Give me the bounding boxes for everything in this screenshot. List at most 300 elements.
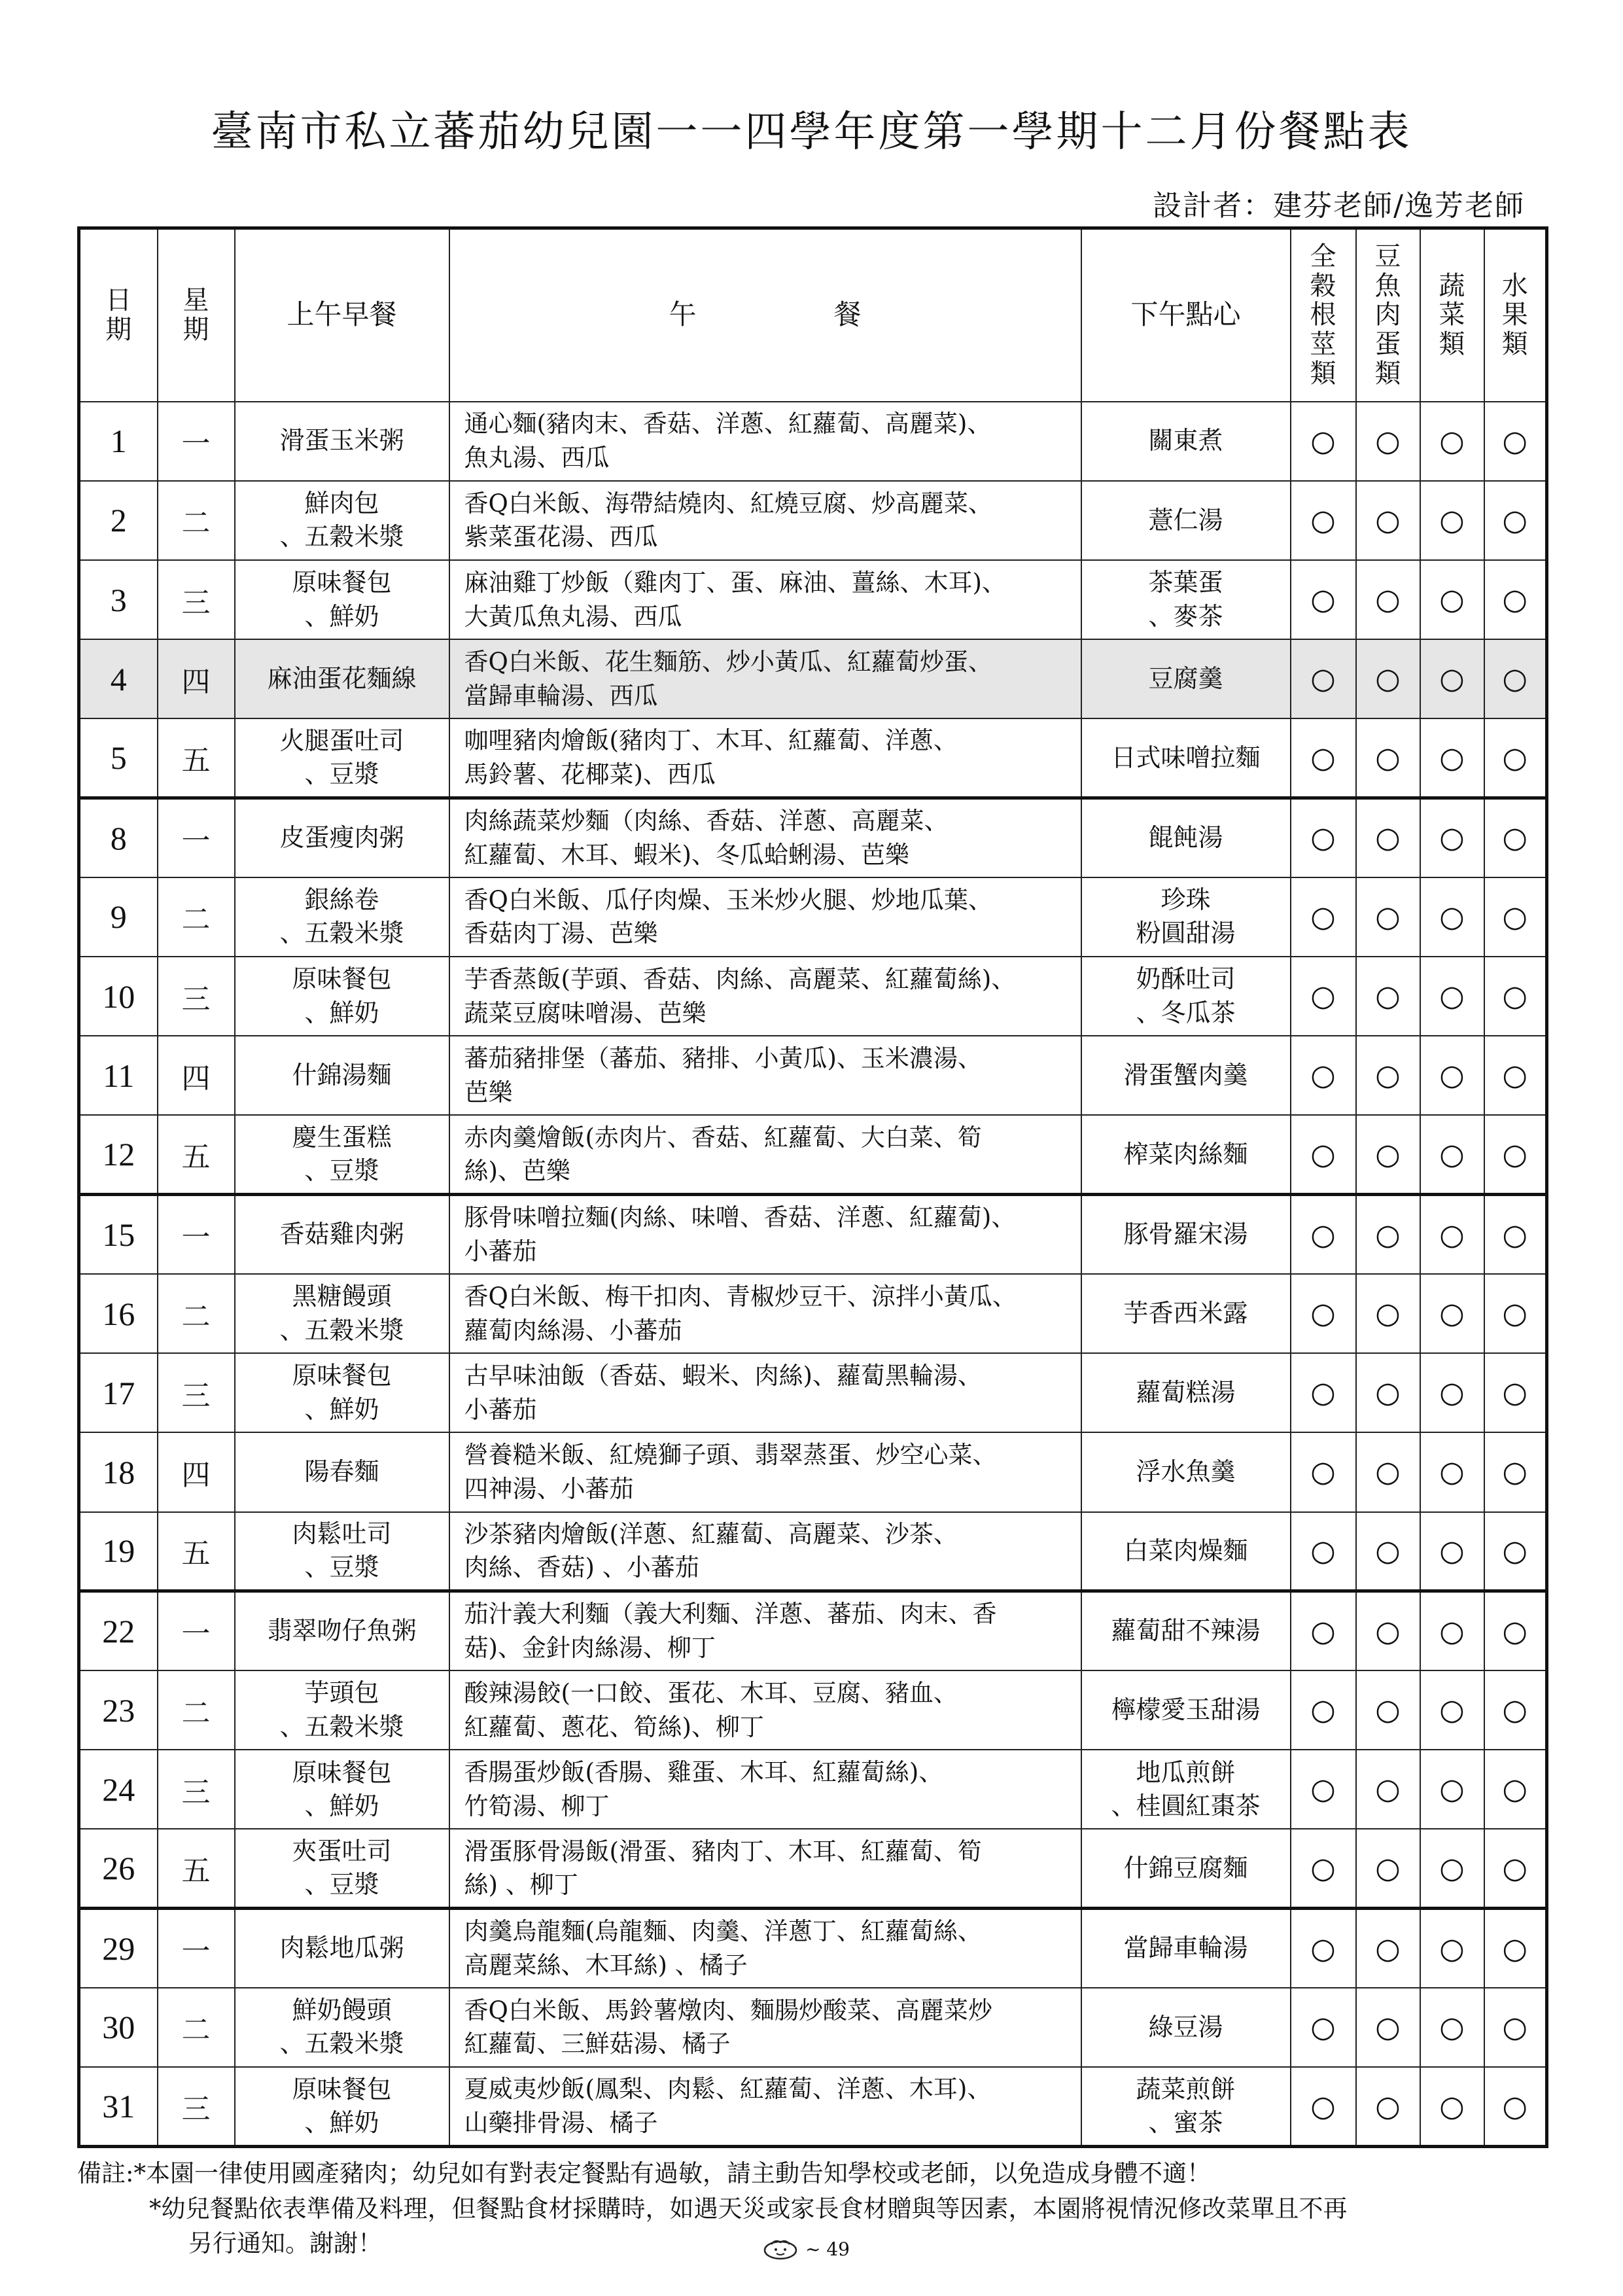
grains-checkbox[interactable]: ○ [1291,2067,1356,2146]
snack-cell-line: 蘿蔔甜不辣湯 [1111,1616,1261,1646]
fruit-checkbox[interactable]: ○ [1484,1195,1547,1274]
protein-checkbox[interactable]: ○ [1356,1670,1420,1750]
vegetables-checkbox[interactable]: ○ [1420,1829,1484,1908]
snack-cell [1081,798,1291,877]
vegetables-checkbox[interactable]: ○ [1420,957,1484,1036]
lunch-cell-line: 紫菜蛋花湯、西瓜 [464,523,658,552]
meal-row [79,877,1547,957]
vegetables-checkbox[interactable]: ○ [1420,1195,1484,1274]
fruit-checkbox[interactable]: ○ [1484,1909,1547,1988]
lunch-cell [449,1512,1081,1591]
meal-row [79,2067,1547,2146]
meal-row [79,1036,1547,1115]
date-cell: 29 [79,1909,158,1988]
grains-checkbox[interactable]: ○ [1291,798,1356,877]
snack-cell [1081,1750,1291,1829]
breakfast-cell-line: 鮮肉包 [304,489,379,518]
snack-cell-line: 粉圓甜湯 [1136,919,1236,948]
lunch-cell [449,1274,1081,1353]
snack-cell-line: 什錦豆腐麵 [1123,1853,1248,1882]
fruit-checkbox[interactable]: ○ [1484,1115,1547,1194]
breakfast-cell-line: 什錦湯麵 [292,1061,392,1090]
fruit-checkbox[interactable]: ○ [1484,718,1547,798]
grains-checkbox[interactable]: ○ [1291,957,1356,1036]
lunch-cell [449,798,1081,877]
snack-cell-line: 蔬菜煎餅 [1136,2074,1236,2104]
weekday-cell: 二 [158,1988,235,2067]
designer-credit: 設計者：建芬老師/逸芳老師 [1153,189,1525,222]
weekday-cell: 三 [158,1353,235,1432]
mascot-icon [762,2238,799,2260]
lunch-cell-line: 香腸蛋炒飯(香腸、雞蛋、木耳、紅蘿蔔絲)、 [464,1758,943,1787]
lunch-cell-line: 小蕃茄 [464,1237,537,1266]
snack-cell [1081,1036,1291,1115]
lunch-cell-line: 芭樂 [464,1078,513,1106]
lunch-cell [449,1036,1081,1115]
snack-cell-line: 、冬瓜茶 [1136,998,1236,1027]
grains-checkbox[interactable]: ○ [1291,1909,1356,1988]
breakfast-cell-line: 原味餐包 [292,964,392,994]
breakfast-cell-line: 慶生蛋糕 [292,1123,392,1152]
header-row [79,228,1547,402]
grains-checkbox[interactable]: ○ [1291,1432,1356,1511]
lunch-cell-line: 竹筍湯、柳丁 [464,1792,610,1820]
breakfast-cell [235,560,449,639]
lunch-cell-line: 咖哩豬肉燴飯(豬肉丁、木耳、紅蘿蔔、洋蔥、 [464,726,958,755]
page-footer [762,2238,850,2260]
lunch-cell-line: 蘿蔔肉絲湯、小蕃茄 [464,1316,682,1345]
meal-row [79,402,1547,481]
header-weekday: 星 期 [158,228,235,402]
vegetables-checkbox[interactable]: ○ [1420,1274,1484,1353]
lunch-cell [449,718,1081,798]
lunch-cell [449,1829,1081,1908]
snack-cell-line: 豆腐羹 [1148,664,1223,694]
snack-cell-line: 檸檬愛玉甜湯 [1111,1695,1261,1724]
lunch-cell-line: 紅蘿蔔、三鮮菇湯、橘子 [464,2030,731,2058]
grains-checkbox[interactable]: ○ [1291,718,1356,798]
breakfast-cell [235,1909,449,1988]
breakfast-cell [235,1750,449,1829]
weekday-cell: 四 [158,639,235,718]
fruit-checkbox[interactable]: ○ [1484,402,1547,481]
note-line: 備註:*本園一律使用國產豬肉；幼兒如有對表定餐點有過敏，請主動告知學校或老師，以免造成身體不適！ [77,2159,1211,2187]
vegetables-checkbox[interactable]: ○ [1420,1591,1484,1670]
snack-cell-line: 榨菜肉絲麵 [1123,1139,1248,1169]
breakfast-cell-line: 黑糖饅頭 [292,1282,392,1311]
weekday-cell: 一 [158,1591,235,1670]
vegetables-checkbox[interactable]: ○ [1420,1909,1484,1988]
fruit-checkbox[interactable]: ○ [1484,639,1547,718]
protein-checkbox[interactable]: ○ [1356,877,1420,957]
protein-checkbox[interactable]: ○ [1356,1591,1420,1670]
snack-cell [1081,639,1291,718]
lunch-cell [449,639,1081,718]
snack-cell-line: 綠豆湯 [1148,2012,1223,2041]
fruit-checkbox[interactable]: ○ [1484,1750,1547,1829]
lunch-cell-line: 豚骨味噌拉麵(肉絲、味噌、香菇、洋蔥、紅蘿蔔)、 [464,1203,1016,1232]
snack-cell-line: 日式味噌拉麵 [1111,743,1261,772]
note-line: 另行通知。謝謝！ [188,2229,382,2258]
meal-row [79,718,1547,798]
lunch-cell-line: 麻油雞丁炒飯（雞肉丁、蛋、麻油、薑絲、木耳)、 [464,568,1006,597]
fruit-checkbox[interactable]: ○ [1484,560,1547,639]
meal-row [79,1115,1547,1194]
lunch-cell [449,560,1081,639]
meal-row [79,1512,1547,1591]
date-cell: 24 [79,1750,158,1829]
grains-checkbox[interactable]: ○ [1291,1115,1356,1194]
grains-checkbox[interactable]: ○ [1291,1988,1356,2067]
snack-cell-line: 、桂圓紅棗茶 [1111,1791,1261,1820]
protein-checkbox[interactable]: ○ [1356,481,1420,560]
date-cell: 19 [79,1512,158,1591]
breakfast-cell-line: 原味餐包 [292,568,392,597]
grains-checkbox[interactable]: ○ [1291,481,1356,560]
meal-row [79,957,1547,1036]
weekday-cell: 五 [158,1829,235,1908]
protein-checkbox[interactable]: ○ [1356,798,1420,877]
grains-checkbox[interactable]: ○ [1291,560,1356,639]
snack-cell [1081,2067,1291,2146]
header-lunch: 午 餐 [449,228,1081,402]
breakfast-cell [235,798,449,877]
breakfast-cell-line: 、鮮奶 [304,601,379,631]
breakfast-cell-line: 、五穀米漿 [279,1315,404,1345]
protein-checkbox[interactable]: ○ [1356,560,1420,639]
snack-cell [1081,560,1291,639]
vegetables-checkbox[interactable]: ○ [1420,639,1484,718]
lunch-cell [449,1909,1081,1988]
breakfast-cell [235,481,449,560]
grains-checkbox[interactable]: ○ [1291,1195,1356,1274]
vegetables-checkbox[interactable]: ○ [1420,1432,1484,1511]
date-cell: 12 [79,1115,158,1194]
fruit-checkbox[interactable]: ○ [1484,1036,1547,1115]
fruit-checkbox[interactable]: ○ [1484,481,1547,560]
vegetables-checkbox[interactable]: ○ [1420,1512,1484,1591]
snack-cell-line: 茶葉蛋 [1148,568,1223,597]
fruit-checkbox[interactable]: ○ [1484,798,1547,877]
fruit-checkbox[interactable]: ○ [1484,1274,1547,1353]
breakfast-cell-line: 銀絲卷 [304,885,379,915]
weekday-cell: 二 [158,1274,235,1353]
protein-checkbox[interactable]: ○ [1356,2067,1420,2146]
lunch-cell [449,2067,1081,2146]
breakfast-cell-line: 原味餐包 [292,1361,392,1390]
lunch-cell-line: 滑蛋豚骨湯飯(滑蛋、豬肉丁、木耳、紅蘿蔔、筍 [464,1837,982,1865]
vegetables-checkbox[interactable]: ○ [1420,1036,1484,1115]
vegetables-checkbox[interactable]: ○ [1420,1115,1484,1194]
lunch-cell-line: 菇)、金針肉絲湯、柳丁 [464,1634,716,1663]
date-cell: 8 [79,798,158,877]
breakfast-cell [235,1591,449,1670]
fruit-checkbox[interactable]: ○ [1484,1591,1547,1670]
protein-checkbox[interactable]: ○ [1356,639,1420,718]
snack-cell-line: 地瓜煎餅 [1136,1757,1236,1787]
breakfast-cell-line: 、五穀米漿 [279,1712,404,1741]
protein-checkbox[interactable]: ○ [1356,957,1420,1036]
protein-checkbox[interactable]: ○ [1356,1195,1420,1274]
date-cell: 31 [79,2067,158,2146]
protein-checkbox[interactable]: ○ [1356,1036,1420,1115]
breakfast-cell [235,1115,449,1194]
date-cell: 15 [79,1195,158,1274]
lunch-cell-line: 肉絲、香菇) 、小蕃茄 [464,1553,699,1582]
protein-checkbox[interactable]: ○ [1356,1115,1420,1194]
breakfast-cell-line: 滑蛋玉米粥 [279,426,404,455]
snack-cell [1081,1988,1291,2067]
vegetables-checkbox[interactable]: ○ [1420,560,1484,639]
vegetables-checkbox[interactable]: ○ [1420,1988,1484,2067]
weekday-cell: 一 [158,1909,235,1988]
date-cell: 5 [79,718,158,798]
fruit-checkbox[interactable]: ○ [1484,957,1547,1036]
header-snack: 下午點心 [1081,228,1291,402]
weekday-cell: 五 [158,1512,235,1591]
snack-cell-line: 薏仁湯 [1148,505,1223,535]
grains-checkbox[interactable]: ○ [1291,1591,1356,1670]
protein-checkbox[interactable]: ○ [1356,1829,1420,1908]
breakfast-cell-line: 麻油蛋花麵線 [267,664,417,694]
lunch-cell [449,1353,1081,1432]
vegetables-checkbox[interactable]: ○ [1420,718,1484,798]
meal-row [79,1195,1547,1274]
lunch-cell-line: 酸辣湯餃(一口餃、蛋花、木耳、豆腐、豬血、 [464,1678,958,1707]
grains-checkbox[interactable]: ○ [1291,1353,1356,1432]
meal-row [79,1750,1547,1829]
fruit-checkbox[interactable]: ○ [1484,1670,1547,1750]
lunch-cell-line: 當歸車輪湯、西瓜 [464,681,658,710]
weekday-cell: 五 [158,1115,235,1194]
weekday-cell: 二 [158,1670,235,1750]
vegetables-checkbox[interactable]: ○ [1420,798,1484,877]
vegetables-checkbox[interactable]: ○ [1420,402,1484,481]
meal-row [79,1274,1547,1353]
grains-checkbox[interactable]: ○ [1291,1829,1356,1908]
breakfast-cell [235,718,449,798]
fruit-checkbox[interactable]: ○ [1484,1988,1547,2067]
lunch-cell-line: 小蕃茄 [464,1395,537,1424]
fruit-checkbox[interactable]: ○ [1484,1829,1547,1908]
fruit-checkbox[interactable]: ○ [1484,2067,1547,2146]
lunch-cell-line: 香Q白米飯、馬鈴薯燉肉、麵腸炒酸菜、高麗菜炒 [464,1996,992,2024]
breakfast-cell-line: 翡翠吻仔魚粥 [267,1616,417,1646]
date-cell: 22 [79,1591,158,1670]
lunch-cell-line: 芋香蒸飯(芋頭、香菇、肉絲、高麗菜、紅蘿蔔絲)、 [464,964,1016,993]
page-title: 臺南市私立蕃茄幼兒園一一四學年度第一學期十二月份餐點表 [211,108,1412,156]
snack-cell-line: 豚骨羅宋湯 [1123,1220,1248,1249]
date-cell: 4 [79,639,158,718]
breakfast-cell [235,402,449,481]
header-breakfast: 上午早餐 [235,228,449,402]
snack-cell [1081,1591,1291,1670]
breakfast-cell-line: 火腿蛋吐司 [279,726,404,755]
lunch-cell [449,481,1081,560]
lunch-cell [449,1670,1081,1750]
weekday-cell: 五 [158,718,235,798]
lunch-cell-line: 肉絲蔬菜炒麵（肉絲、香菇、洋蔥、高麗菜、 [464,807,949,836]
breakfast-cell-line: 、五穀米漿 [279,522,404,552]
lunch-cell-line: 馬鈴薯、花椰菜)、西瓜 [464,760,716,789]
protein-checkbox[interactable]: ○ [1356,1909,1420,1988]
lunch-cell-line: 高麗菜絲、木耳絲) 、橘子 [464,1951,748,1980]
snack-cell [1081,1432,1291,1511]
vegetables-checkbox[interactable]: ○ [1420,481,1484,560]
breakfast-cell-line: 夾蛋吐司 [292,1837,392,1865]
grains-checkbox[interactable]: ○ [1291,402,1356,481]
snack-cell-line: 白菜肉燥麵 [1123,1536,1248,1565]
snack-cell-line: 當歸車輪湯 [1123,1934,1248,1963]
header-grains: 全 穀 根 莖 類 [1291,228,1356,402]
date-cell: 16 [79,1274,158,1353]
breakfast-cell-line: 、豆漿 [304,1870,379,1899]
breakfast-cell-line: 、豆漿 [304,760,379,789]
snack-cell [1081,1274,1291,1353]
date-cell: 11 [79,1036,158,1115]
breakfast-cell [235,1353,449,1432]
snack-cell-line: 珍珠 [1161,885,1211,915]
header-vegetables: 蔬 菜 類 [1420,228,1484,402]
vegetables-checkbox[interactable]: ○ [1420,2067,1484,2146]
page-number: ~ 49 [805,2238,850,2260]
snack-cell [1081,402,1291,481]
lunch-cell-line: 魚丸湯、西瓜 [464,444,610,472]
lunch-cell [449,1115,1081,1194]
breakfast-cell [235,1274,449,1353]
breakfast-cell-line: 原味餐包 [292,1757,392,1787]
date-cell: 1 [79,402,158,481]
protein-checkbox[interactable]: ○ [1356,718,1420,798]
protein-checkbox[interactable]: ○ [1356,1512,1420,1591]
weekday-cell: 一 [158,402,235,481]
lunch-cell-line: 蔬菜豆腐味噌湯、芭樂 [464,998,707,1027]
meal-rows [79,402,1547,2147]
weekday-cell: 三 [158,560,235,639]
fruit-checkbox[interactable]: ○ [1484,1353,1547,1432]
meal-row [79,1829,1547,1908]
lunch-cell [449,1988,1081,2067]
grains-checkbox[interactable]: ○ [1291,877,1356,957]
breakfast-cell-line: 、豆漿 [304,1156,379,1186]
grains-checkbox[interactable]: ○ [1291,1512,1356,1591]
date-cell: 26 [79,1829,158,1908]
lunch-cell [449,1750,1081,1829]
breakfast-cell-line: 皮蛋瘦肉粥 [279,823,404,853]
grains-checkbox[interactable]: ○ [1291,1670,1356,1750]
vegetables-checkbox[interactable]: ○ [1420,1750,1484,1829]
lunch-cell-line: 通心麵(豬肉末、香菇、洋蔥、紅蘿蔔、高麗菜)、 [464,410,992,438]
breakfast-cell-line: 肉鬆地瓜粥 [279,1934,404,1963]
lunch-cell-line: 香Q白米飯、梅干扣肉、青椒炒豆干、涼拌小黃瓜、 [464,1282,1017,1311]
lunch-cell-line: 四神湯、小蕃茄 [464,1474,634,1503]
lunch-cell-line: 香Q白米飯、花生麵筋、炒小黃瓜、紅蘿蔔炒蛋、 [464,647,992,676]
breakfast-cell-line: 、五穀米漿 [279,2029,404,2058]
breakfast-cell [235,1670,449,1750]
weekday-cell: 三 [158,2067,235,2146]
snack-cell-line: 、麥茶 [1148,601,1223,631]
protein-checkbox[interactable]: ○ [1356,1274,1420,1353]
lunch-cell-line: 紅蘿蔔、蔥花、筍絲)、柳丁 [464,1712,764,1741]
protein-checkbox[interactable]: ○ [1356,1353,1420,1432]
weekday-cell: 四 [158,1432,235,1511]
breakfast-cell-line: 、鮮奶 [304,998,379,1027]
protein-checkbox[interactable]: ○ [1356,1750,1420,1829]
vegetables-checkbox[interactable]: ○ [1420,1353,1484,1432]
vegetables-checkbox[interactable]: ○ [1420,877,1484,957]
meal-row [79,1353,1547,1432]
lunch-cell-line: 絲) 、柳丁 [464,1871,578,1899]
snack-cell-line: 餛飩湯 [1148,823,1223,853]
fruit-checkbox[interactable]: ○ [1484,1512,1547,1591]
lunch-cell-line: 古早味油飯（香菇、蝦米、肉絲)、蘿蔔黑輪湯、 [464,1361,982,1390]
snack-cell [1081,481,1291,560]
snack-cell-line: 、蜜茶 [1148,2108,1223,2138]
date-cell: 30 [79,1988,158,2067]
snack-cell [1081,1512,1291,1591]
grains-checkbox[interactable]: ○ [1291,639,1356,718]
grains-checkbox[interactable]: ○ [1291,1274,1356,1353]
snack-cell [1081,1115,1291,1194]
meal-row [79,1909,1547,1988]
breakfast-cell-line: 、豆漿 [304,1553,379,1582]
date-cell: 23 [79,1670,158,1750]
snack-cell [1081,1353,1291,1432]
protein-checkbox[interactable]: ○ [1356,1432,1420,1511]
lunch-cell-line: 夏威夷炒飯(鳳梨、肉鬆、紅蘿蔔、洋蔥、木耳)、 [464,2075,992,2104]
meal-row [79,798,1547,877]
snack-cell [1081,877,1291,957]
protein-checkbox[interactable]: ○ [1356,1988,1420,2067]
lunch-cell [449,957,1081,1036]
lunch-cell [449,402,1081,481]
breakfast-cell [235,957,449,1036]
lunch-cell-line: 絲)、芭樂 [464,1157,570,1186]
vegetables-checkbox[interactable]: ○ [1420,1670,1484,1750]
lunch-cell-line: 紅蘿蔔、木耳、蝦米)、冬瓜蛤蜊湯、芭樂 [464,840,909,869]
fruit-checkbox[interactable]: ○ [1484,1432,1547,1511]
meal-schedule-table [77,226,1548,2148]
weekday-cell: 三 [158,1750,235,1829]
date-cell: 17 [79,1353,158,1432]
breakfast-cell [235,1829,449,1908]
breakfast-cell-line: 、鮮奶 [304,1791,379,1820]
date-cell: 3 [79,560,158,639]
breakfast-cell [235,2067,449,2146]
breakfast-cell-line: 、鮮奶 [304,1394,379,1424]
breakfast-cell [235,1036,449,1115]
breakfast-cell-line: 、五穀米漿 [279,919,404,948]
snack-cell [1081,1829,1291,1908]
date-cell: 18 [79,1432,158,1511]
weekday-cell: 一 [158,1195,235,1274]
header-protein: 豆 魚 肉 蛋 類 [1356,228,1420,402]
breakfast-cell [235,1988,449,2067]
meal-row [79,639,1547,718]
lunch-cell [449,1591,1081,1670]
snack-cell [1081,1670,1291,1750]
protein-checkbox[interactable]: ○ [1356,402,1420,481]
fruit-checkbox[interactable]: ○ [1484,877,1547,957]
breakfast-cell [235,1512,449,1591]
grains-checkbox[interactable]: ○ [1291,1036,1356,1115]
weekday-cell: 三 [158,957,235,1036]
lunch-cell [449,1195,1081,1274]
lunch-cell-line: 大黃瓜魚丸湯、西瓜 [464,602,682,631]
breakfast-cell-line: 原味餐包 [292,2074,392,2104]
breakfast-cell-line: 香菇雞肉粥 [279,1220,404,1249]
grains-checkbox[interactable]: ○ [1291,1750,1356,1829]
